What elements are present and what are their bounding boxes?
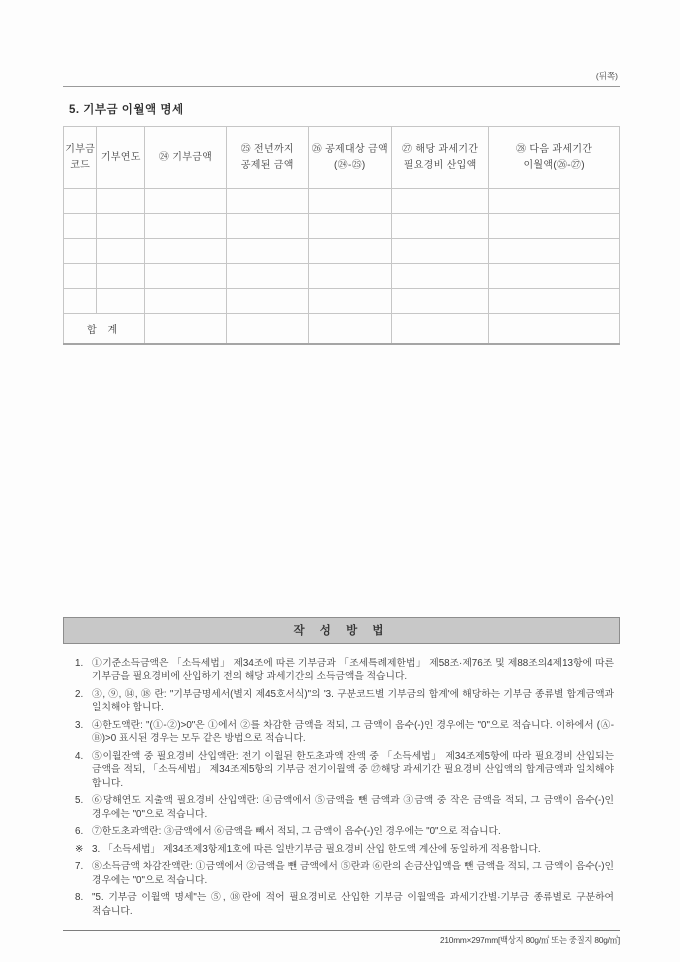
instruction-text: ⑤이월잔액 중 필요경비 산입액란: 전기 이월된 한도초과액 잔액 중 「소득세법」 제34조제5항에 따라 필요경비 산입되는 금액을 적되, 「소득세법」 제34조제5항의 기부금 전기이월액 중 ㉗해당 과세기간 필요경비 산입액의 합계금액과 일치해야 합니다. <box>92 750 614 789</box>
instruction-text: ⑦한도초과액란: ③금액에서 ⑥금액을 빼서 적되, 그 금액이 음수(-)인 경우에는 "0"으로 적습니다. <box>92 826 501 838</box>
instructions-body <box>63 644 620 932</box>
empty-cell <box>226 239 308 264</box>
total-cell <box>489 314 620 344</box>
instruction-number: 1. <box>75 657 84 669</box>
instruction-item <box>75 750 614 791</box>
total-label: 합 계 <box>64 314 145 344</box>
empty-cell <box>308 264 391 289</box>
empty-cell <box>97 239 145 264</box>
table-row <box>64 289 620 314</box>
header-donation-amount <box>145 127 227 189</box>
table-header-row <box>64 127 620 189</box>
empty-cell <box>64 264 97 289</box>
empty-cell <box>97 189 145 214</box>
instruction-number: 6. <box>75 826 84 838</box>
instructions-section <box>63 617 620 947</box>
header-line: 코드 <box>70 159 91 171</box>
empty-cell <box>308 289 391 314</box>
instructions-title-bar: 작 성 방 법 <box>63 617 620 644</box>
empty-cell <box>489 264 620 289</box>
header-donation-code <box>64 127 97 189</box>
empty-cell <box>97 289 145 314</box>
header-line: 공제된 금액 <box>240 159 294 171</box>
instruction-number: 5. <box>75 795 84 807</box>
header-current-period-expense <box>392 127 489 189</box>
instruction-item <box>75 688 614 715</box>
header-deducted-until-prev-year <box>226 127 308 189</box>
total-cell <box>145 314 227 344</box>
empty-cell <box>145 264 227 289</box>
header-line: ㉘ 다음 과세기간 <box>516 144 593 155</box>
instruction-text: ⑥당해연도 지출액 필요경비 산입액란: ④금액에서 ⑤금액을 뺀 금액과 ③금액 중 작은 금액을 적되, 그 금액이 음수(-)인 경우에는 "0"으로 적습니다. <box>92 795 614 820</box>
empty-cell <box>226 264 308 289</box>
instruction-item <box>75 825 614 839</box>
empty-cell <box>392 264 489 289</box>
instruction-number: 2. <box>75 688 84 700</box>
instruction-item-note <box>75 843 614 857</box>
header-line: 이월액(㉖-㉗) <box>523 159 585 171</box>
empty-cell <box>392 289 489 314</box>
instruction-text: ④한도액란: "(①-②)>0"은 ①에서 ②를 차감한 금액을 적되, 그 금액이 음수(-)인 경우에는 "0"으로 적습니다. 이하에서 (Ⓐ-Ⓑ)>0 표시된 경우는 모두 같은 방법으로 적습니다. <box>92 719 614 745</box>
header-line: 필요경비 산입액 <box>403 159 477 171</box>
instruction-item <box>75 657 614 684</box>
empty-cell <box>64 214 97 239</box>
instruction-item <box>75 891 614 918</box>
instruction-text: ③, ⑨, ⑭, ⑱ 란: "기부금명세서(별지 제45호서식)"의 '3. 구분코드별 기부금의 합계'에 해당하는 기부금 종류별 합계금액과 일치해야 합니다. <box>92 688 615 714</box>
back-side-label: (뒤쪽) <box>595 71 618 81</box>
empty-cell <box>308 239 391 264</box>
header-next-period-carryover <box>489 127 620 189</box>
table-row <box>64 239 620 264</box>
instruction-number: 8. <box>75 892 84 904</box>
header-line: ㉗ 해당 과세기간 <box>402 144 479 155</box>
empty-cell <box>489 239 620 264</box>
empty-cell <box>489 189 620 214</box>
empty-cell <box>308 189 391 214</box>
empty-cell <box>392 189 489 214</box>
instruction-number: 3. <box>75 719 84 731</box>
header-deduction-target-amount <box>308 127 391 189</box>
empty-cell <box>97 264 145 289</box>
total-row <box>64 314 620 344</box>
header-line: 기부금 <box>65 144 96 155</box>
instruction-number: 4. <box>75 750 84 762</box>
instruction-text: "5. 기부금 이월액 명세"는 ⑤, ⑱란에 적어 필요경비로 산입한 기부금 이월액을 과세기간별·기부금 종류별로 구분하여 적습니다. <box>92 892 614 917</box>
instruction-text: ⑧소득금액 차감잔액란: ①금액에서 ②금액을 뺀 금액에서 ⑤란과 ⑥란의 손금산입액을 뺀 금액을 적되, 그 금액이 음수(-)인 경우에는 "0"으로 적습니다. <box>92 861 614 886</box>
empty-cell <box>226 214 308 239</box>
empty-cell <box>145 289 227 314</box>
empty-cell <box>226 189 308 214</box>
section-title: 5. 기부금 이월액 명세 <box>69 104 184 116</box>
total-cell <box>226 314 308 344</box>
empty-cell <box>226 289 308 314</box>
header-line: 기부연도 <box>100 151 141 163</box>
instruction-number: 7. <box>75 861 84 873</box>
paper-spec-label: 210mm×297mm[백상지 80g/㎡ 또는 중질지 80g/㎡] <box>439 935 620 946</box>
empty-cell <box>64 289 97 314</box>
total-cell <box>392 314 489 344</box>
table-row <box>64 264 620 289</box>
header-line: ㉕ 전년까지 <box>240 144 294 155</box>
header-line: (㉔-㉕) <box>334 159 366 171</box>
header-line: ㉖ 공제대상 금액 <box>311 144 388 155</box>
form-back-page <box>63 0 620 946</box>
instruction-text: ①기준소득금액은 「소득세법」 제34조에 따른 기부금과 「조세특례제한법」 제58조·제76조 및 제88조의4제13항에 따른 기부금을 필요경비에 산입하기 전의 해당 과세기간의 소득금액을 적습니다. <box>92 657 614 683</box>
empty-cell <box>64 189 97 214</box>
table-row <box>64 189 620 214</box>
table-row <box>64 214 620 239</box>
instruction-item <box>75 719 614 746</box>
empty-cell <box>392 214 489 239</box>
empty-cell <box>392 239 489 264</box>
empty-cell <box>145 214 227 239</box>
instruction-text: 3. 「소득세법」 제34조제3항제1호에 따른 일반기부금 필요경비 산입 한도액 계산에 동일하게 적용합니다. <box>92 843 541 855</box>
top-divider <box>63 86 620 87</box>
empty-cell <box>489 214 620 239</box>
empty-cell <box>97 214 145 239</box>
note-asterisk-mark: ※ <box>75 843 84 855</box>
carryover-table <box>63 126 620 345</box>
empty-cell <box>489 289 620 314</box>
header-donation-year <box>97 127 145 189</box>
empty-cell <box>308 214 391 239</box>
total-cell <box>308 314 391 344</box>
instruction-item <box>75 794 614 821</box>
empty-cell <box>145 239 227 264</box>
instruction-item <box>75 860 614 887</box>
header-line: ㉔ 기부금액 <box>158 151 213 163</box>
empty-cell <box>64 239 97 264</box>
empty-cell <box>145 189 227 214</box>
